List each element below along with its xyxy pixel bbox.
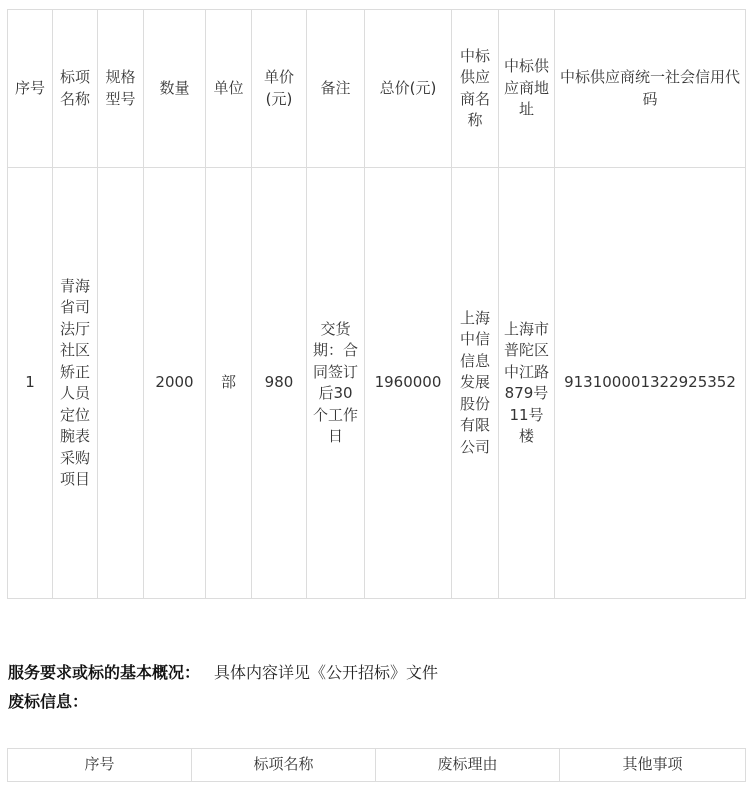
table-row: [8, 168, 746, 599]
service-requirements-line: [8, 661, 438, 685]
award-result-table: [7, 9, 746, 599]
cell-quantity: 2000: [144, 168, 206, 599]
invalid-bid-table: [7, 748, 746, 782]
cell-remarks: 交货期：合同签订后30个工作日: [307, 168, 365, 599]
invalid-header-seq: 序号: [8, 749, 192, 782]
header-supplier-name: 中标供应商名称: [452, 10, 499, 168]
header-item-name: 标项名称: [53, 10, 98, 168]
header-remarks: 备注: [307, 10, 365, 168]
cell-item-name: 青海省司法厅社区矫正人员定位腕表采购项目: [53, 168, 98, 599]
invalid-bid-label: 废标信息：: [8, 692, 89, 711]
header-unit: 单位: [206, 10, 252, 168]
invalid-header-other: 其他事项: [560, 749, 746, 782]
cell-total-price: 1960000: [365, 168, 452, 599]
header-supplier-credit-code: 中标供应商统一社会信用代码: [555, 10, 746, 168]
cell-unit-price: 980: [252, 168, 307, 599]
cell-supplier-credit-code: 913100001322925352: [555, 168, 746, 599]
header-unit-price: 单价(元): [252, 10, 307, 168]
award-table-header-row: [8, 10, 746, 168]
header-seq: 序号: [8, 10, 53, 168]
cell-supplier-name: 上海中信信息发展股份有限公司: [452, 168, 499, 599]
cell-spec-model: [98, 168, 144, 599]
invalid-header-item-name: 标项名称: [192, 749, 376, 782]
invalid-header-reason: 废标理由: [376, 749, 560, 782]
service-requirements-label: 服务要求或标的基本概况：: [8, 663, 201, 682]
header-spec-model: 规格型号: [98, 10, 144, 168]
header-total-price: 总价(元): [365, 10, 452, 168]
invalid-bid-line: [8, 690, 88, 714]
cell-unit: 部: [206, 168, 252, 599]
header-supplier-address: 中标供应商地址: [499, 10, 555, 168]
service-requirements-value: 具体内容详见《公开招标》文件: [214, 663, 439, 682]
cell-seq: 1: [8, 168, 53, 599]
cell-supplier-address: 上海市普陀区中江路879号11号楼: [499, 168, 555, 599]
header-quantity: 数量: [144, 10, 206, 168]
invalid-table-header-row: [8, 749, 746, 782]
